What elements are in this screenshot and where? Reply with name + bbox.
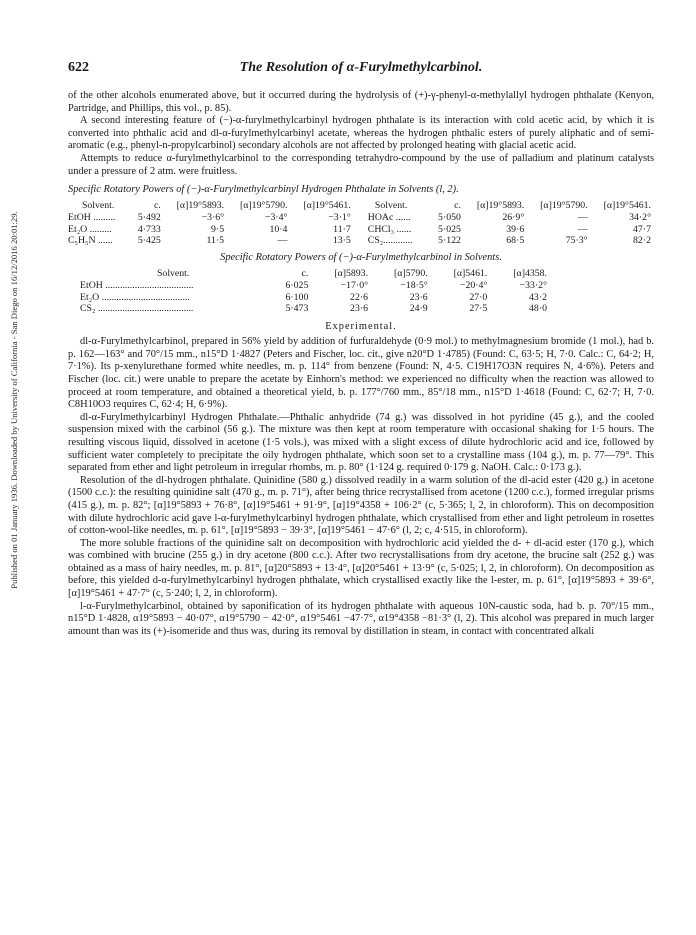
table-cell: −20·4°	[459, 280, 488, 292]
table-cell: Et₂O ....................................	[80, 291, 190, 303]
table2-header-row	[80, 268, 550, 280]
table2-caption: Specific Rotatory Powers of (−)-α-Furylmethylcarbinol in Solvents.	[220, 252, 502, 264]
table-cell: 22·6	[350, 291, 369, 303]
table-cell: 5·122	[438, 234, 461, 246]
table1-col-5790: [α]19°5790.	[240, 199, 288, 211]
download-notice	[2, 120, 26, 680]
page	[68, 62, 654, 638]
table-cell: CS₂............	[367, 234, 413, 246]
table-cell: −18·5°	[400, 280, 428, 292]
table1-col-5790-2: [α]19°5790.	[540, 199, 588, 211]
table-cell: −3·6°	[201, 212, 225, 224]
section-heading: Experimental.	[325, 320, 397, 332]
table1-col-solvent: Solvent.	[81, 199, 115, 211]
table-cell: 5·050	[438, 212, 461, 224]
table-cell: C₅H₅N ......	[68, 234, 113, 246]
table-cell: 5·492	[137, 212, 161, 224]
table-row	[68, 235, 654, 246]
table-row	[68, 224, 654, 235]
table-cell: 26·9°	[502, 212, 525, 224]
table-cell: 6·025	[285, 280, 309, 292]
table-cell: 82·2	[633, 234, 651, 246]
table-cell: 23·6	[350, 303, 369, 315]
table2-col-5790: [α]5790.	[393, 267, 428, 279]
table-cell: 43·2	[529, 291, 547, 303]
table-cell: Et₂O .........	[68, 223, 112, 235]
table-cell: CS₂ .......................................	[80, 303, 194, 315]
table-cell: —	[577, 223, 588, 235]
experimental-paragraph-5: l-α-Furylmethylcarbinol, obtained by saponification of its hydrogen phthalate with aqueous 10N-caustic soda, had b. p. 70°/15 mm., n15°D 1·4828, α19°5893 − 40·07°, α19°5790 − 42·0°, α19°5461 −47·7°, α19°4358 −81·3° (l, 2). This alcohol was prepared in much larger amount than was its (+)-isomeride and thus was, during its removal by distillation in steam, in contact with concentrated alkali	[68, 600, 654, 637]
table1-header	[68, 200, 654, 212]
table-cell: 6·100	[285, 291, 309, 303]
table-row	[80, 292, 550, 303]
running-title: The Resolution of α-Furylmethylcarbinol.	[239, 60, 483, 75]
table-cell: 39·6	[506, 223, 525, 235]
table2-col-5893: [α]5893.	[334, 267, 369, 279]
experimental-paragraph-1: dl-α-Furylmethylcarbinol, prepared in 56% yield by addition of furfuraldehyde (0·9 mol.) to methylmagnesium bromide (1 mol.), had b. p. 162—163° and 70°/15 mm., n15°D 1·4827 (Peters and Fischer, loc. cit., give n20°D 1·4785) (Found: C, 63·5; H, 7·0. Calc.: C, 64·2; H, 7·1%). Its p-xenylurethane formed white needles, m. p. 114° from benzene (Found: N, 4·5. C19H17O3N requires N, 4·6%). Peters and Fischer (loc. cit.) were unable to prepare the acetate by Einhorn's method: we experienced no difficulty when the reaction was allowed to proceed at room temperature, and obtained a theoretical yield, b. p. 177°/760 mm., 85°/18 mm., n15°D 1·4618 (Found: C, 62·7; H, 7·0. C8H10O3 requires C, 62·4; H, 6·9%).	[68, 336, 654, 411]
table-cell: 11·7	[333, 223, 351, 235]
table-cell: −3·1°	[328, 212, 351, 224]
table2-header	[80, 268, 550, 280]
experimental-paragraph-3: Resolution of the dl-hydrogen phthalate. Quinidine (580 g.) dissolved readily in a warm solution of the dl-acid ester (420 g.) in acetone (1500 c.c.): the resulting quinidine salt (470 g., m. p. 71°), after being thrice recrystallised from acetone (1200 c.c.), formed irregular prisms (415 g.), m. p. 82°; [α]19°5893 + 76·8°, [α]19°5461 + 91·9°, [α]19°4358 + 106·2° (c, 5·365; l, 2, in chloroform). This on decomposition with dilute hydrochloric acid gave l-α-furylmethylcarbinyl hydrogen phthalate, which crystallised from ether and light petroleum in rosettes of cotton-wool-like needles, m. p. 61°, [α]19°5893 − 39·3°, [α]19°5461 − 47·6° (l, 2; c, 4·515, in chloroform).	[68, 474, 654, 537]
table1-col-5461-2: [α]19°5461.	[603, 199, 651, 211]
table1-col-5461: [α]19°5461.	[303, 199, 351, 211]
intro-paragraph-3: Attempts to reduce α-furylmethylcarbinol to the corresponding tetrahydro-compound by the use of palladium and platinum catalysts under a pressure of 2 atm. were fruitless.	[68, 152, 654, 177]
table-cell: −17·0°	[340, 280, 369, 292]
page-number: 622	[68, 60, 89, 75]
table-cell: 27·0	[469, 291, 488, 303]
experimental-paragraph-2: dl-α-Furylmethylcarbinyl Hydrogen Phthalate.—Phthalic anhydride (74 g.) was dissolved in hot pyridine (45 g.), and the cooled suspension mixed with the carbinol (56 g.). The mixture was then kept at room temperature with occasional shaking for 1·5 hours. The resulting viscous liquid, dissolved in acetone (1·5 vols.), was mixed with a slight excess of dilute hydrochloric acid and ice, followed by sufficient water completely to precipitate the oily hydrogen phthalate, which soon set to a crystalline mass (104 g.), m. p. 77—79°. This separated from ether and light petroleum in irregular rhombs, m. p. 80° (1·124 g. required 0·179 g. NaOH. Calc.: 0·173 g.).	[68, 411, 654, 474]
table-cell: 47·7	[633, 223, 651, 235]
table-cell: 9·5	[211, 223, 225, 235]
table-cell: EtOH ....................................	[80, 280, 194, 292]
table1	[68, 200, 654, 247]
table2-col-4358: [α]4358.	[513, 267, 547, 279]
table2	[80, 268, 550, 315]
table-row	[80, 303, 550, 314]
table1-caption: Specific Rotatory Powers of (−)-α-Furylmethylcarbinyl Hydrogen Phthalate in Solvents (l, 2).	[68, 184, 459, 196]
page-header	[68, 62, 654, 90]
table-cell: 4·733	[137, 223, 161, 235]
table1-col-solvent-2: Solvent.	[374, 199, 408, 211]
table-cell: 48·0	[529, 303, 547, 315]
table-row	[68, 212, 654, 223]
table-cell: 5·425	[137, 234, 161, 246]
table-cell: 34·2°	[629, 212, 651, 224]
table-cell: 27·5	[469, 303, 488, 315]
table-cell: 23·6	[409, 291, 428, 303]
table1-col-5893-2: [α]19°5893.	[476, 199, 525, 211]
table-cell: —	[277, 234, 288, 246]
table2-col-solvent: Solvent.	[156, 267, 190, 279]
experimental-paragraph-4: The more soluble fractions of the quinidine salt on decomposition with hydrochloric acid yielded the d- + dl-acid ester (170 g.), which was combined with brucine (255 g.) in dry acetone (800 c.c.). After two recrystallisations from dry acetone, the brucine salt (252 g.) was obtained as a mass of hairy needles, m. p. 81°, [α]20°5893 + 13·4°, [α]20°5461 + 13·9° (c, 5·025; l, 2, in chloroform). On decomposition as before, this yielded d-α-furylmethylcarbinyl hydrogen phthalate, which crystallised exactly like the l-ester, m. p. 61°, [α]19°5893 + 39·6°, [α]19°5461 + 47·7° (c, 5·240; l, 2, in chloroform).	[68, 537, 654, 600]
table-cell: CHCl₃ ......	[367, 223, 412, 235]
table-cell: 13·5	[332, 234, 351, 246]
table-cell: 5·473	[285, 303, 309, 315]
table-cell: −3·4°	[264, 212, 288, 224]
table-cell: −33·2°	[519, 280, 547, 292]
download-notice-text: Published on 01 January 1936. Downloaded by University of California - San Diego on 16/12/2016 20:01:29.	[9, 211, 19, 589]
table-cell: HOAc ......	[367, 212, 411, 224]
intro-paragraph-1: of the other alcohols enumerated above, but it occurred during the hydrolysis of (+)-γ-phenyl-α-methylallyl hydrogen phthalate (Kenyon, Partridge, and Phillips, this vol., p. 85).	[68, 90, 654, 114]
table1-col-5893: [α]19°5893.	[176, 199, 225, 211]
table1-header-row	[68, 200, 654, 212]
table1-col-c: c.	[153, 199, 161, 211]
table-row	[80, 280, 550, 291]
table1-col-c-2: c.	[454, 199, 461, 211]
table-cell: —	[577, 212, 588, 224]
table-cell: 10·4	[269, 223, 288, 235]
table-cell: EtOH .........	[68, 212, 116, 224]
table-cell: 24·9	[409, 303, 428, 315]
table-cell: 11·5	[206, 234, 225, 246]
table2-col-5461: [α]5461.	[453, 267, 488, 279]
table-cell: 75·3°	[565, 234, 588, 246]
intro-paragraph-2: A second interesting feature of (−)-α-furylmethylcarbinyl hydrogen phthalate is its interaction with cold acetic acid, by which it is converted into phthalic acid and dl-α-furylmethylcarbinyl acetate, whereas the hydrogen phthalic esters of purely aliphatic and of semi-aromatic (e.g., phenyl-n-propylcarbinol) secondary alcohols are not affected by prolonged heating with glacial acetic acid.	[68, 115, 654, 152]
table2-col-c: c.	[301, 267, 309, 279]
table-cell: 5·025	[438, 223, 461, 235]
table-cell: 68·5	[506, 234, 525, 246]
